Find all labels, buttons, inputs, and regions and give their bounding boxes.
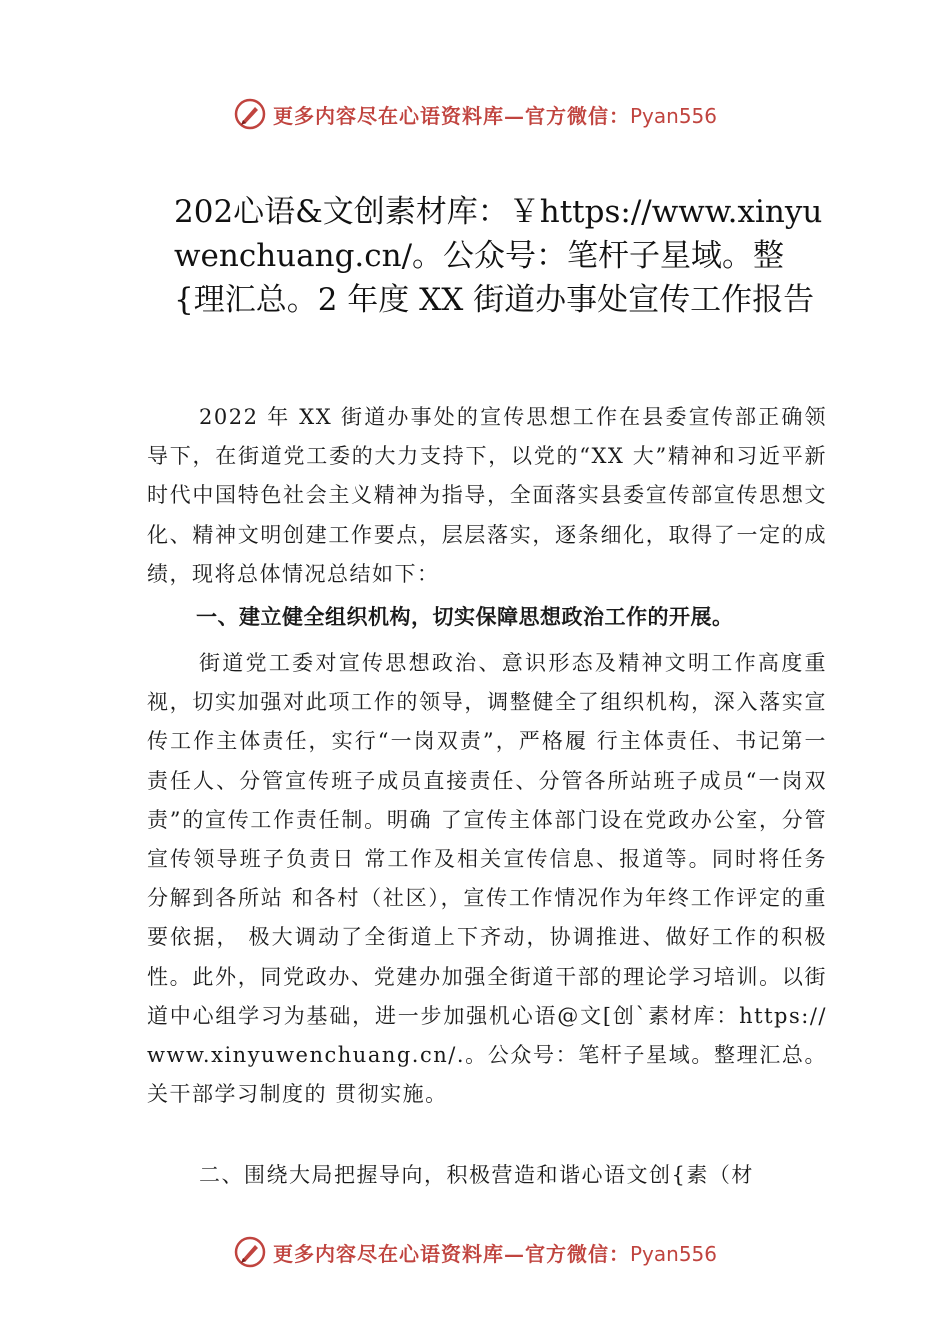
- banner-text-cn: 更多内容尽在心语资料库—官方微信：: [272, 1241, 630, 1266]
- banner-text: [273, 1238, 717, 1267]
- section-heading-1: 一、建立健全组织机构，切实保障思想政治工作的开展。: [196, 605, 734, 629]
- banner-text: [273, 100, 717, 129]
- paragraph-section-2-start: 二、围绕大局把握导向，积极营造和谐心语文创{素（材: [199, 1163, 754, 1187]
- banner-text-cn: 更多内容尽在心语资料库—官方微信：: [272, 103, 630, 128]
- pen-logo-icon: [233, 1235, 267, 1269]
- document-title: 202心语&文创素材库：￥https://www.xinyuwenchuang.cn/。公众号：笔杆子星域。整{理汇总。2 年度 XX 街道办事处宣传工作报告: [174, 194, 823, 318]
- header-banner: [0, 92, 950, 136]
- paragraph-intro: 2022 年 XX 街道办事处的宣传思想工作在县委宣传部正确领导下，在街道党工委的大力支持下，以党的“XX 大”精神和习近平新时代中国特色社会主义精神为指导，全面落实县委宣传部宣传思想文化、精神文明创建工作要点，层层落实，逐条细化，取得了一定的成绩，现将总体情况总结如下：: [147, 405, 827, 586]
- paragraph-section-1: 街道党工委对宣传思想政治、意识形态及精神文明工作高度重视，切实加强对此项工作的领导，调整健全了组织机构，深入落实宣传工作主体责任，实行“一岗双责”，严格履 行主体责任、书记第一责任人、分管宣传班子成员直接责任、分管各所站班子成员“一岗双责”的宣传工作责任制。明确 了宣传主体部门设在党政办公室，分管宣传领导班子负责日 常工作及相关宣传信息、报道等。同时将任务分解到各所站 和各村（社区），宣传工作情况作为年终工作评定的重要依据， 极大调动了全街道上下齐动，协调推进、做好工作的积极性。此外，同党政办、党建办加强全街道干部的理论学习培训。以街道中心组学习为基础，进一步加强机心语@文[创`素材库：https://www.xinyuwenchuang.cn/.。公众号：笔杆子星域。整理汇总。关干部学习制度的 贯彻实施。: [147, 651, 827, 1107]
- pen-logo-icon: [233, 97, 267, 131]
- wechat-id: Pyan556: [629, 103, 717, 128]
- footer-banner: [0, 1230, 950, 1274]
- wechat-id: Pyan556: [629, 1241, 717, 1266]
